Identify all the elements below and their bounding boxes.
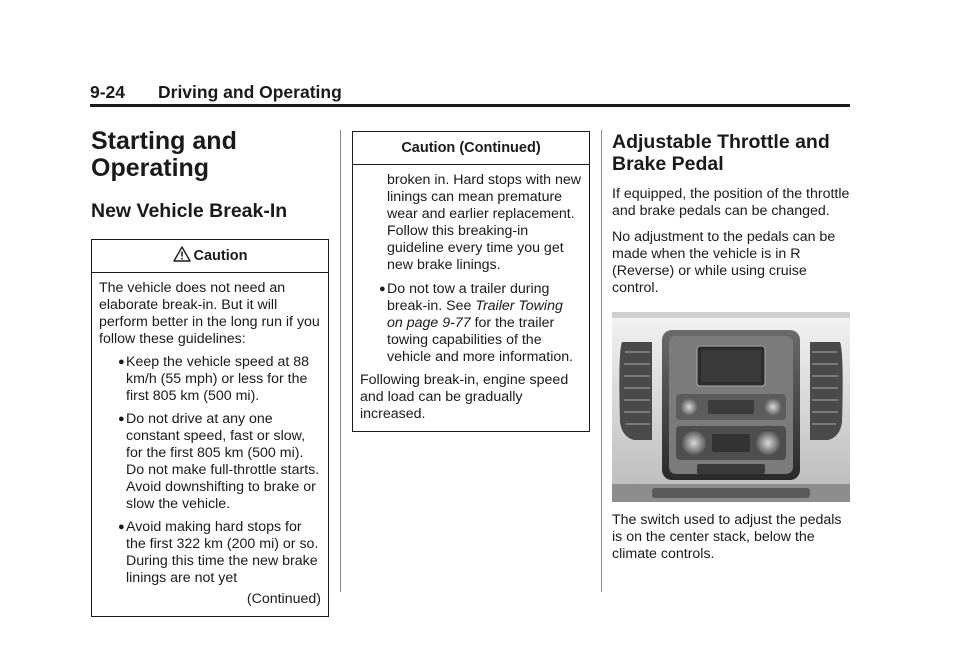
caution-content xyxy=(92,273,328,616)
column-2 xyxy=(352,131,590,432)
main-heading: Starting and Operating xyxy=(91,127,237,182)
caution-box xyxy=(91,239,329,617)
section-title: Driving and Operating xyxy=(158,82,342,102)
caution-label: Caution xyxy=(193,248,248,264)
bullet-dot-icon: ● xyxy=(118,521,125,533)
column-3 xyxy=(612,131,850,563)
caution-box-continued xyxy=(352,131,590,432)
caution-header-continued: Caution (Continued) xyxy=(353,132,589,165)
caution-header xyxy=(92,240,328,273)
caution-content-continued xyxy=(353,165,589,431)
column-1 xyxy=(91,128,329,617)
paragraph-1: If equipped, the position of the throttle and brake pedals can be changed. xyxy=(612,186,850,219)
bullet-dot-icon: ● xyxy=(118,356,125,368)
header-rule xyxy=(90,104,850,107)
bullet-text: Keep the vehicle speed at 88 km/h (55 mph) or less for the first 805 km (500 mi). xyxy=(126,354,309,404)
paragraph-2: No adjustment to the pedals can be made when the vehicle is in R (Reverse) or while using cruise control. xyxy=(612,229,836,296)
bullet-dot-icon: ● xyxy=(379,283,386,295)
list-item xyxy=(360,281,582,366)
after-break-in-text: Following break-in, engine speed and load can be gradually increased. xyxy=(360,372,569,422)
subheading-break-in: New Vehicle Break-In xyxy=(91,200,288,222)
page-number: 9-24 xyxy=(90,82,126,102)
page-header xyxy=(90,82,850,106)
center-stack-photo xyxy=(612,312,850,502)
bullet-dot-icon: ● xyxy=(118,413,125,425)
caution-intro: The vehicle does not need an elaborate break-in. But it will perform better in the long run if you follow these guidelines: xyxy=(99,280,320,347)
paragraph-3: The switch used to adjust the pedals is on the center stack, below the climate controls. xyxy=(612,512,842,562)
warning-triangle-icon xyxy=(173,246,191,262)
column-divider-2 xyxy=(601,130,602,592)
bullet-text: Avoid making hard stops for the first 322 km (200 mi) or so. During this time the new brake linings are not yet xyxy=(126,519,319,586)
subheading-pedal: Adjustable Throttle and Brake Pedal xyxy=(612,131,830,175)
column-divider-1 xyxy=(340,130,341,592)
bullet-text-a: Do not tow a trailer during break-in. See xyxy=(387,281,550,314)
bullet-text: Do not drive at any one constant speed, fast or slow, for the first 805 km (500 mi). Do not make full-throttle starts. Avoid downshifting to brake or slow the vehicle. xyxy=(126,411,320,512)
list-item xyxy=(99,354,321,405)
list-item xyxy=(99,519,321,587)
bullet-text-b: for the trailer towing capabilities of the vehicle and more information. xyxy=(387,315,574,365)
continued-text: broken in. Hard stops with new linings can mean premature wear and earlier replacement. Follow this breaking-in guideline every time you get new brake linings. xyxy=(387,172,581,273)
continued-note: (Continued) xyxy=(246,591,321,607)
list-item xyxy=(99,411,321,513)
cross-reference-link[interactable]: Trailer Towing on page 9-77 xyxy=(387,298,563,331)
